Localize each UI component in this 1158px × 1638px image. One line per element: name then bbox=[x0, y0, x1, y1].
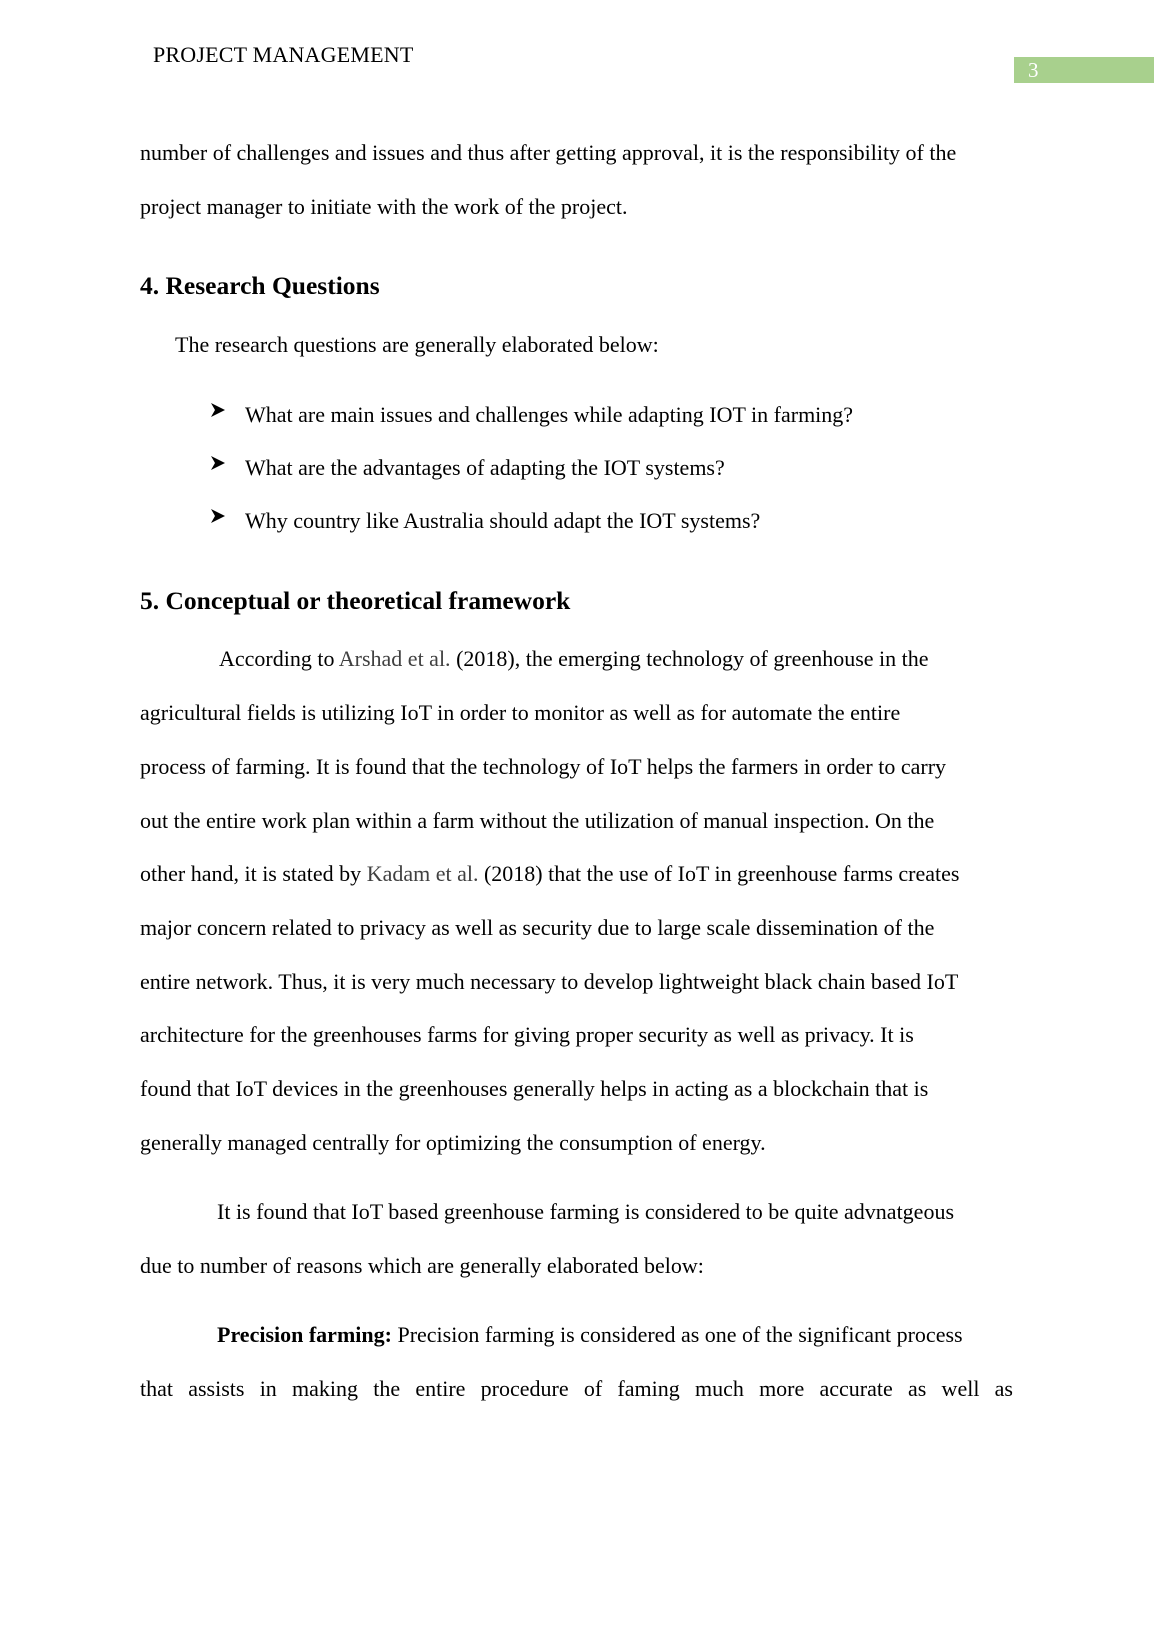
text-segment: other hand, it is stated by bbox=[140, 861, 367, 886]
framework-p2-line-1: It is found that IoT based greenhouse farming is considered to be quite advnatgeous bbox=[217, 1199, 955, 1224]
framework-p1-line-9: found that IoT devices in the greenhouses generally helps in acting as a blockchain that is bbox=[140, 1076, 929, 1101]
text-segment: According to bbox=[219, 646, 339, 671]
arrow-bullet-icon bbox=[210, 508, 226, 524]
intro-line-1: number of challenges and issues and thus after getting approval, it is the responsibility of the bbox=[140, 140, 957, 165]
page-number-badge: 3 bbox=[1014, 57, 1154, 83]
framework-p1-line-7: entire network. Thus, it is very much necessary to develop lightweight black chain based IoT bbox=[140, 969, 959, 994]
text-segment: Precision farming is considered as one of the significant process bbox=[391, 1322, 963, 1347]
framework-p1-line-5 bbox=[140, 847, 1013, 901]
question-text: What are the advantages of adapting the IOT systems? bbox=[245, 455, 725, 480]
question-text: What are main issues and challenges while adapting IOT in farming? bbox=[245, 402, 854, 427]
question-text: Why country like Australia should adapt the IOT systems? bbox=[245, 508, 761, 533]
framework-p1-line-1 bbox=[219, 632, 1013, 686]
research-questions-lead: The research questions are generally elaborated below: bbox=[175, 332, 659, 357]
framework-p1-line-10: generally managed centrally for optimizing the consumption of energy. bbox=[140, 1130, 766, 1155]
section-4-heading: 4. Research Questions bbox=[140, 271, 380, 300]
section-5-heading: 5. Conceptual or theoretical framework bbox=[140, 586, 571, 615]
research-questions-list bbox=[210, 388, 853, 547]
framework-p1-line-2: agricultural fields is utilizing IoT in order to monitor as well as for automate the entire bbox=[140, 700, 901, 725]
list-item bbox=[210, 388, 853, 441]
framework-p1-line-3: process of farming. It is found that the technology of IoT helps the farmers in order to carry bbox=[140, 754, 947, 779]
text-segment: (2018), the emerging technology of greenhouse in the bbox=[450, 646, 929, 671]
running-head: PROJECT MANAGEMENT bbox=[153, 42, 414, 67]
citation-kadam: Kadam et al. bbox=[366, 861, 479, 886]
precision-farming-line-1 bbox=[217, 1308, 1013, 1362]
arrow-bullet-icon bbox=[210, 402, 226, 418]
term-precision-farming: Precision farming: bbox=[217, 1322, 392, 1347]
intro-line-2: project manager to initiate with the work of the project. bbox=[140, 194, 628, 219]
arrow-bullet-icon bbox=[210, 455, 226, 471]
list-item bbox=[210, 494, 853, 547]
citation-arshad: Arshad et al. bbox=[338, 646, 451, 671]
framework-p1-line-4: out the entire work plan within a farm without the utilization of manual inspection. On the bbox=[140, 808, 935, 833]
list-item bbox=[210, 441, 853, 494]
framework-p2-line-2: due to number of reasons which are generally elaborated below: bbox=[140, 1253, 704, 1278]
framework-p1-line-8: architecture for the greenhouses farms for giving proper security as well as privacy. It is bbox=[140, 1022, 914, 1047]
precision-farming-line-2: that assists in making the entire procedure of faming much more accurate as well as bbox=[140, 1376, 1013, 1401]
text-segment: (2018) that the use of IoT in greenhouse farms creates bbox=[478, 861, 960, 886]
framework-p1-line-6: major concern related to privacy as well as security due to large scale dissemination of the bbox=[140, 915, 935, 940]
